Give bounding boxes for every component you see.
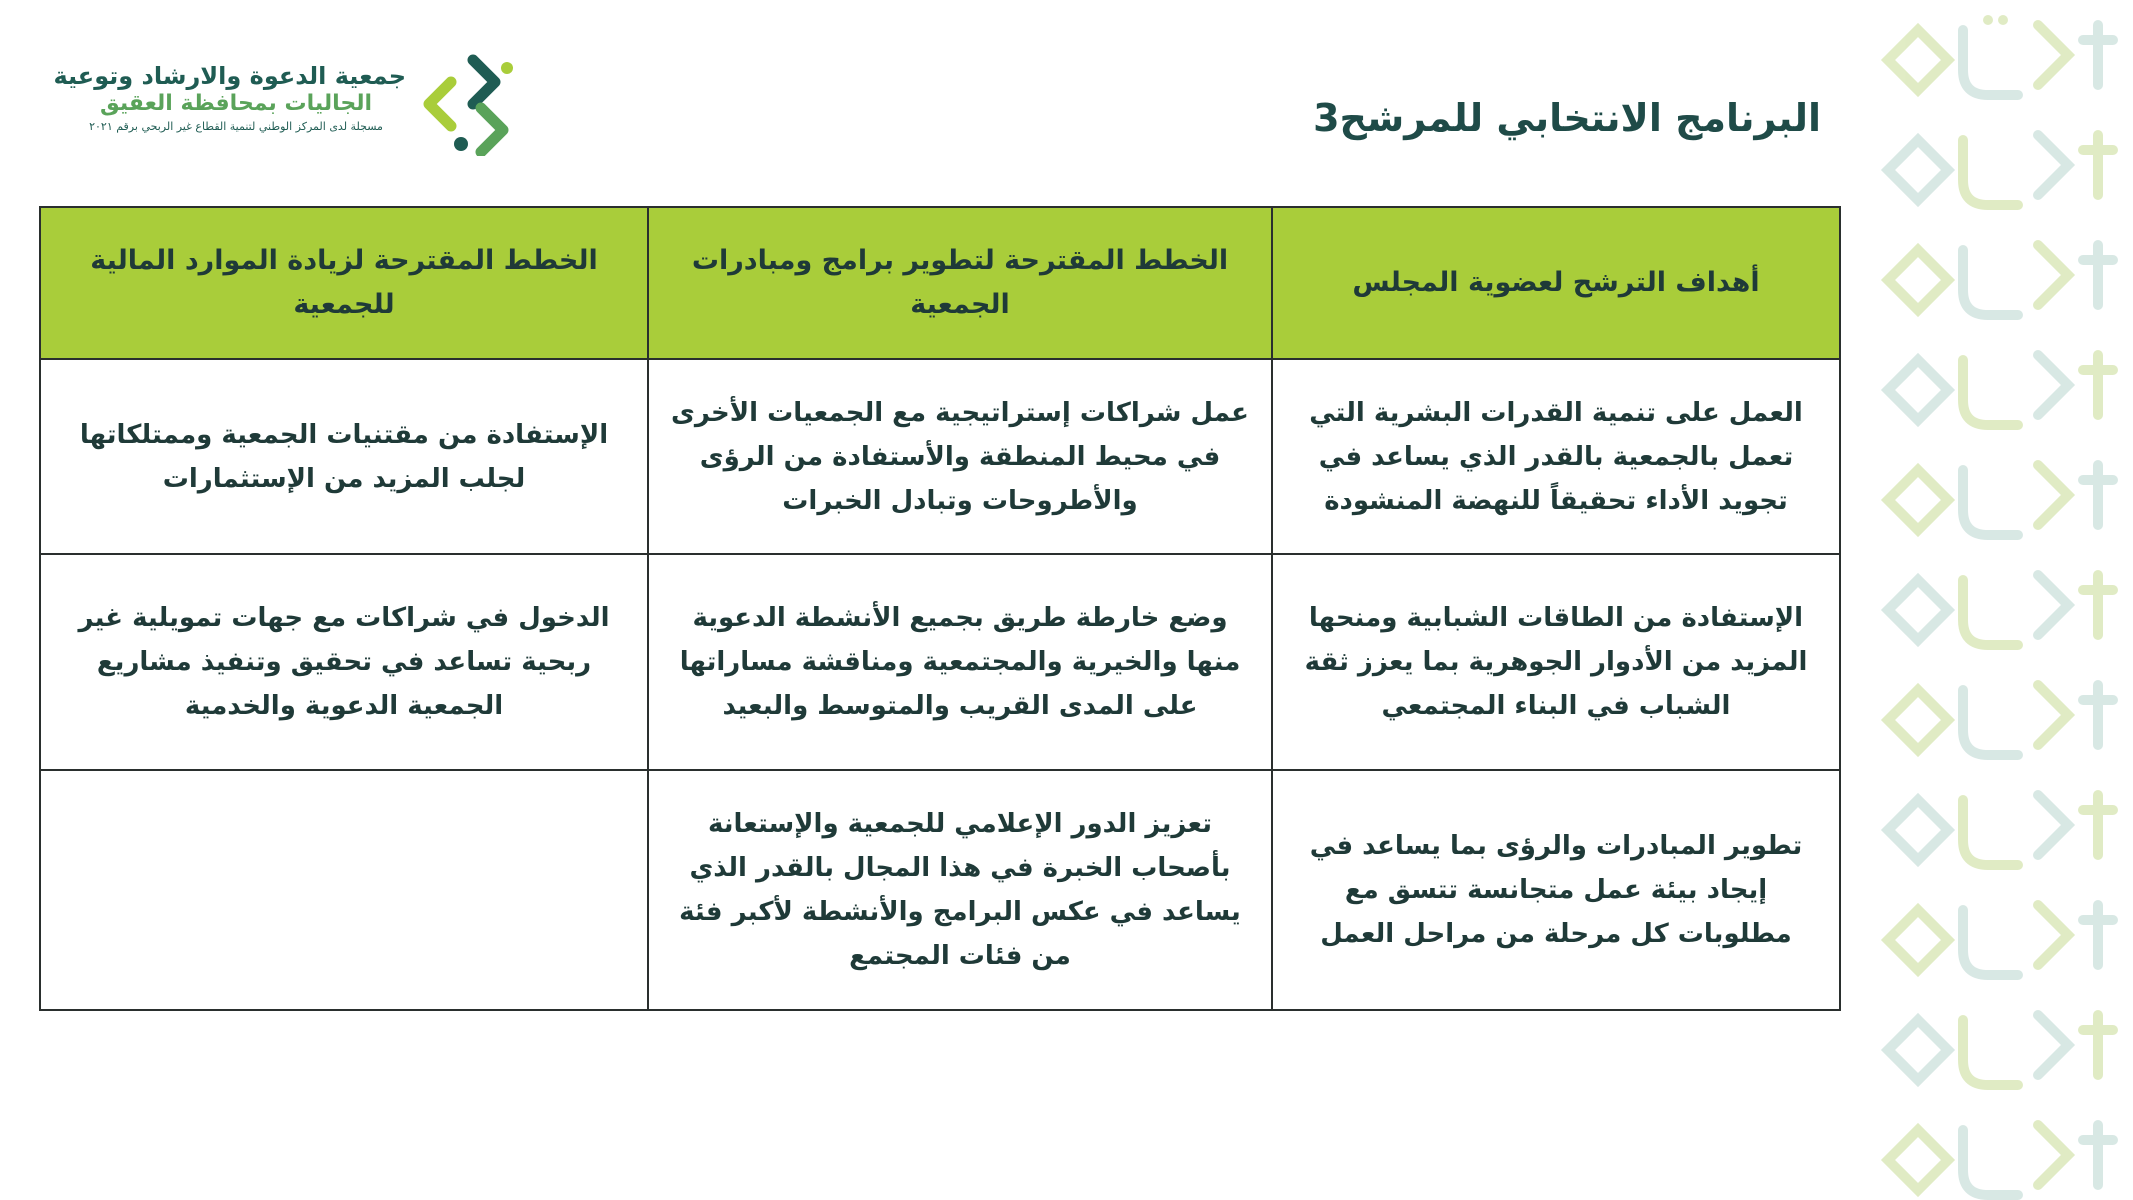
table-cell-empty [40, 770, 648, 1010]
table-cell: الإستفادة من الطاقات الشبابية ومنحها المزيد من الأدوار الجوهرية بما يعزز ثقة الشباب في البناء المجتمعي [1272, 554, 1840, 770]
table-cell: وضع خارطة طريق بجميع الأنشطة الدعوية منها والخيرية والمجتمعية ومناقشة مساراتها على المدى القريب والمتوسط والبعيد [648, 554, 1272, 770]
table-cell: عمل شراكات إستراتيجية مع الجمعيات الأخرى في محيط المنطقة والأستفادة من الرؤى والأطروحات وتبادل الخبرات [648, 359, 1272, 554]
decorative-side-pattern [1868, 0, 2133, 1200]
association-logo [53, 52, 526, 162]
table-cell: الإستفادة من مقتنيات الجمعية وممتلكاتها لجلب المزيد من الإستثمارات [40, 359, 648, 554]
table-cell: الدخول في شراكات مع جهات تمويلية غير ربحية تساعد في تحقيق وتنفيذ مشاريع الجمعية الدعوية والخدمية [40, 554, 648, 770]
table-row [40, 359, 1840, 554]
election-program-table [39, 206, 1841, 1011]
header-financial-plans: الخطط المقترحة لزيادة الموارد المالية للجمعية [40, 207, 648, 359]
logo-text [53, 62, 406, 136]
table-row [40, 554, 1840, 770]
table-cell: العمل على تنمية القدرات البشرية التي تعمل بالجمعية بالقدر الذي يساعد في تجويد الأداء تحقيقاً للنهضة المنشودة [1272, 359, 1840, 554]
table-cell: تعزيز الدور الإعلامي للجمعية والإستعانة بأصحاب الخبرة في هذا المجال بالقدر الذي يساعد في عكس البرامج والأنشطة لأكبر فئة من فئات المجتمع [648, 770, 1272, 1010]
header-candidacy-goals: أهداف الترشح لعضوية المجلس [1272, 207, 1840, 359]
page-title: البرنامج الانتخابي للمرشح3 [1313, 96, 1821, 140]
table-header-row [40, 207, 1840, 359]
association-logo-icon [411, 52, 521, 156]
logo-line-2: الجاليات بمحافظة العقيق [99, 91, 372, 116]
header-program-plans: الخطط المقترحة لتطوير برامج ومبادرات الجمعية [648, 207, 1272, 359]
table-row [40, 770, 1840, 1010]
logo-line-3: مسجلة لدى المركز الوطني لتنمية القطاع غير الربحي برقم ٢٠٢١ [89, 120, 383, 133]
table-cell: تطوير المبادرات والرؤى بما يساعد في إيجاد بيئة عمل متجانسة تتسق مع مطلوبات كل مرحلة من مراحل العمل [1272, 770, 1840, 1010]
logo-line-1: جمعية الدعوة والارشاد وتوعية [53, 62, 406, 90]
